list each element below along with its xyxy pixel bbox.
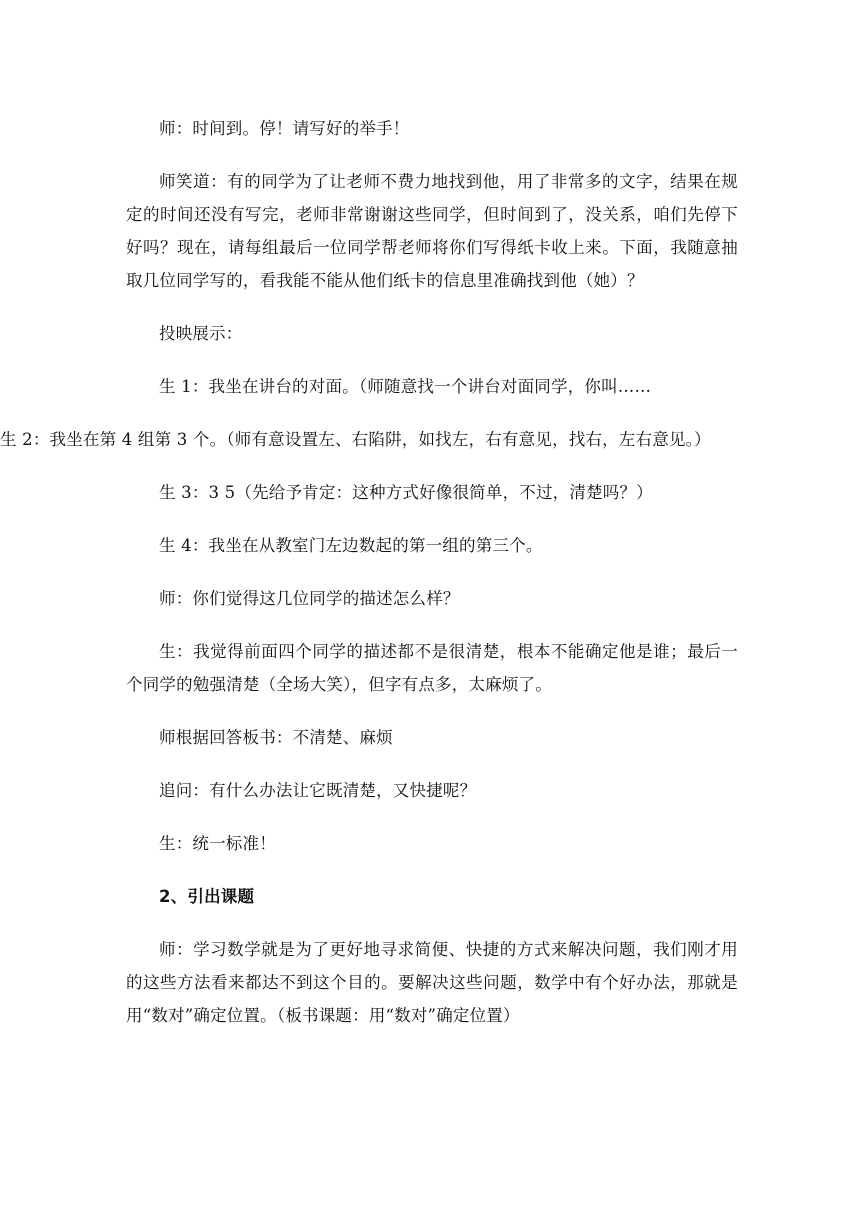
paragraph-student-3: 生 3：3 5（先给予肯定：这种方式好像很简单，不过，清楚吗？） <box>159 483 653 502</box>
paragraph-teacher-laughs: 师笑道：有的同学为了让老师不费力地找到他，用了非常多的文字，结果在规定的时间还没有写完，老师非常谢谢这些同学，但时间到了，没关系，咱们先停下好吗？现在，请每组最后一位同学帮老师将你们写得纸卡收上来。下面，我随意抽取几位同学写的，看我能不能从他们纸卡的信息里准确找到他（她）？ <box>126 172 738 290</box>
paragraph-follow-up: 追问：有什么办法让它既清楚，又快捷呢？ <box>159 781 477 800</box>
paragraph-projection: 投映展示： <box>159 324 243 343</box>
paragraph-introduce-topic: 师：学习数学就是为了更好地寻求简便、快捷的方式来解决问题，我们刚才用的这些方法看来都达不到这个目的。要解决这些问题，数学中有个好办法，那就是用“数对”确定位置。（板书课题：用“数对”确定位置） <box>126 940 738 1025</box>
document-body <box>0 112 738 1052</box>
paragraph-board-writing: 师根据回答板书：不清楚、麻烦 <box>159 728 393 747</box>
paragraph-unified-standard: 生：统一标准！ <box>159 834 276 853</box>
paragraph-student-answer: 生：我觉得前面四个同学的描述都不是很清楚，根本不能确定他是谁；最后一个同学的勉强清楚（全场大笑），但字有点多，太麻烦了。 <box>126 642 738 694</box>
paragraph-teacher-time-up: 师：时间到。停！请写好的举手！ <box>159 119 410 138</box>
paragraph-student-4: 生 4：我坐在从教室门左边数起的第一组的第三个。 <box>159 536 543 555</box>
paragraph-student-2: 生 2：我坐在第 4 组第 3 个。（师有意设置左、右陷阱，如找左，右有意见，找右，左右意见。） <box>0 430 711 449</box>
paragraph-teacher-question: 师：你们觉得这几位同学的描述怎么样？ <box>159 589 460 608</box>
paragraph-student-1: 生 1：我坐在讲台的对面。（师随意找一个讲台对面同学，你叫…… <box>159 377 652 396</box>
section-heading: 2、引出课题 <box>159 887 255 906</box>
